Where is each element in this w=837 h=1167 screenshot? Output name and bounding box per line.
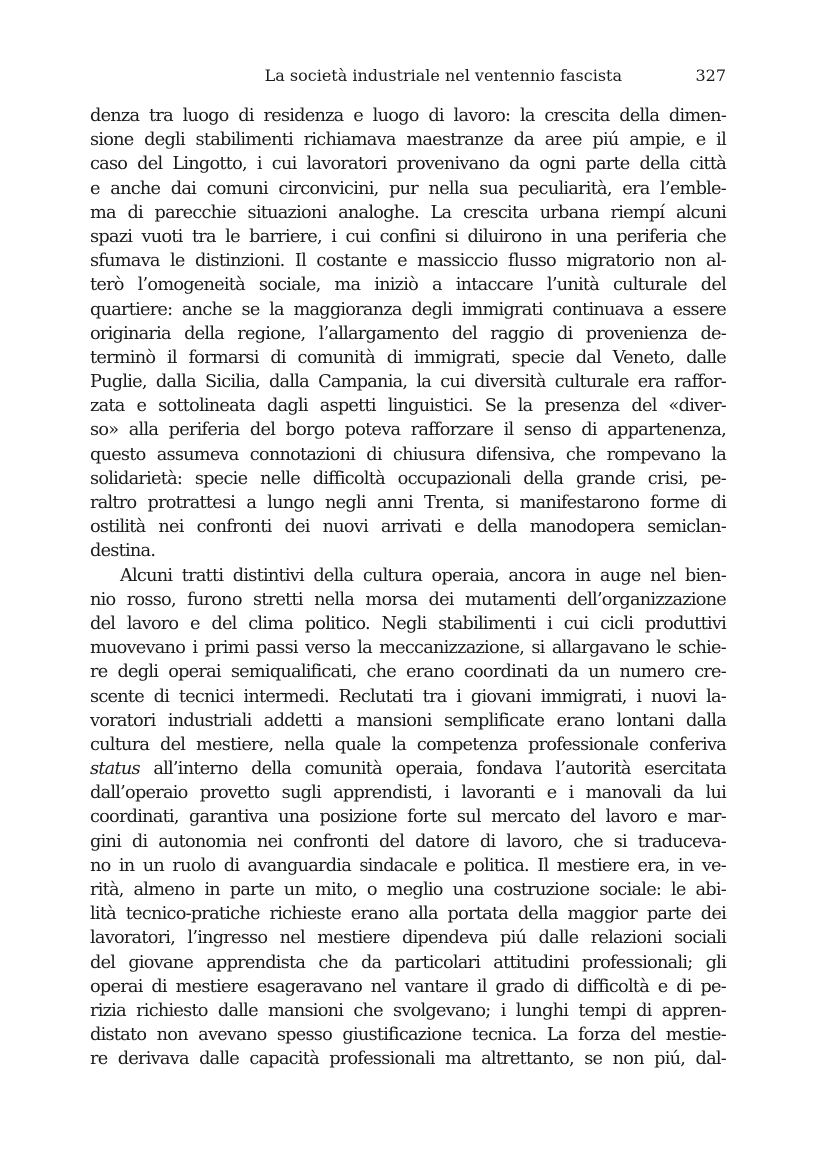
page-number: 327 xyxy=(695,66,726,85)
text-line: coordinati, garantiva una posizione forte sul mercato del lavoro e mar- xyxy=(90,807,726,828)
text-line: destina. xyxy=(90,541,156,562)
text-line: originaria della regione, l’allargamento del raggio di provenienza de- xyxy=(90,323,726,344)
text-line: distato non avevano spesso giustificazione tecnica. La forza del mestie- xyxy=(90,1025,726,1046)
text-line: re derivava dalle capacità professionali ma altrettanto, se non piú, dal- xyxy=(90,1049,726,1070)
text-line-with-italic xyxy=(90,757,726,781)
text-line: nio rosso, furono stretti nella morsa dei mutamenti dell’organizzazione xyxy=(90,589,726,610)
text-line: questo assumeva connotazioni di chiusura difensiva, che rompevano la xyxy=(90,444,726,465)
text-line: re degli operai semiqualificati, che erano coordinati da un numero cre- xyxy=(90,662,726,683)
text-line: gini di autonomia nei confronti del datore di lavoro, che si traduceva- xyxy=(90,831,726,852)
text-line: lavoratori, l’ingresso nel mestiere dipendeva piú dalle relazioni sociali xyxy=(90,928,726,949)
text-line: ma di parecchie situazioni analoghe. La crescita urbana riempí alcuni xyxy=(90,202,726,223)
text-line: dall’operaio provetto sugli apprendisti, i lavoranti e i manovali da lui xyxy=(90,783,726,804)
text-line: spazi vuoti tra le barriere, i cui confini si diluirono in una periferia che xyxy=(90,226,726,247)
text-line: terminò il formarsi di comunità di immigrati, specie dal Veneto, dalle xyxy=(90,347,726,368)
text-line: caso del Lingotto, i cui lavoratori provenivano da ogni parte della città xyxy=(90,154,726,175)
text-line: Puglie, dalla Sicilia, dalla Campania, la cui diversità culturale era raffor- xyxy=(90,372,726,393)
text-line: scente di tecnici intermedi. Reclutati tra i giovani immigrati, i nuovi la- xyxy=(90,686,726,707)
text-line: cultura del mestiere, nella quale la competenza professionale conferiva xyxy=(90,734,726,755)
text-line: terò l’omogeneità sociale, ma iniziò a intaccare l’unità culturale del xyxy=(90,275,726,296)
text-line: muovevano i primi passi verso la meccanizzazione, si allargavano le schie- xyxy=(90,638,726,659)
italic-term: status xyxy=(90,759,140,780)
text-line-rest: all’interno della comunità operaia, fondava l’autorità esercitata xyxy=(153,759,726,780)
text-line: del giovane apprendista che da particolari attitudini professionali; gli xyxy=(90,952,726,973)
running-title: La società industriale nel ventennio fascista xyxy=(264,66,622,85)
body-text xyxy=(90,104,726,1072)
text-line: voratori industriali addetti a mansioni semplificate erano lontani dalla xyxy=(90,710,726,731)
text-line: sfumava le distinzioni. Il costante e massiccio flusso migratorio non al- xyxy=(90,251,726,272)
text-line: ostilità nei confronti dei nuovi arrivati e della manodopera semiclan- xyxy=(90,517,726,538)
text-line: raltro protrattesi a lungo negli anni Trenta, si manifestarono forme di xyxy=(90,493,726,513)
text-line: sione degli stabilimenti richiamava maestranze da aree piú ampie, e il xyxy=(90,130,726,151)
text-line: rizia richiesto dalle mansioni che svolgevano; i lunghi tempi di appren- xyxy=(90,1000,726,1021)
page-header xyxy=(90,64,726,88)
text-line: quartiere: anche se la maggioranza degli immigrati continuava a essere xyxy=(90,299,726,320)
text-line: del lavoro e del clima politico. Negli stabilimenti i cui cicli produttivi xyxy=(90,613,726,634)
text-line: solidarietà: specie nelle difficoltà occupazionali della grande crisi, pe- xyxy=(90,468,726,489)
text-line: denza tra luogo di residenza e luogo di lavoro: la crescita della dimen- xyxy=(90,106,726,126)
text-line: so» alla periferia del borgo poteva rafforzare il senso di appartenenza, xyxy=(90,420,726,441)
text-line: zata e sottolineata dagli aspetti linguistici. Se la presenza del «diver- xyxy=(90,396,726,417)
text-line: e anche dai comuni circonvicini, pur nella sua peculiarità, era l’emble- xyxy=(90,178,726,199)
text-line: operai di mestiere esageravano nel vantare il grado di difficoltà e di pe- xyxy=(90,976,726,997)
text-line: lità tecnico-pratiche richieste erano alla portata della maggior parte dei xyxy=(90,904,726,925)
text-line: no in un ruolo di avanguardia sindacale e politica. Il mestiere era, in ve- xyxy=(90,855,726,876)
text-line: rità, almeno in parte un mito, o meglio una costruzione sociale: le abi- xyxy=(90,880,726,900)
paragraph-first-line: Alcuni tratti distintivi della cultura operaia, ancora in auge nel bien- xyxy=(120,565,726,586)
